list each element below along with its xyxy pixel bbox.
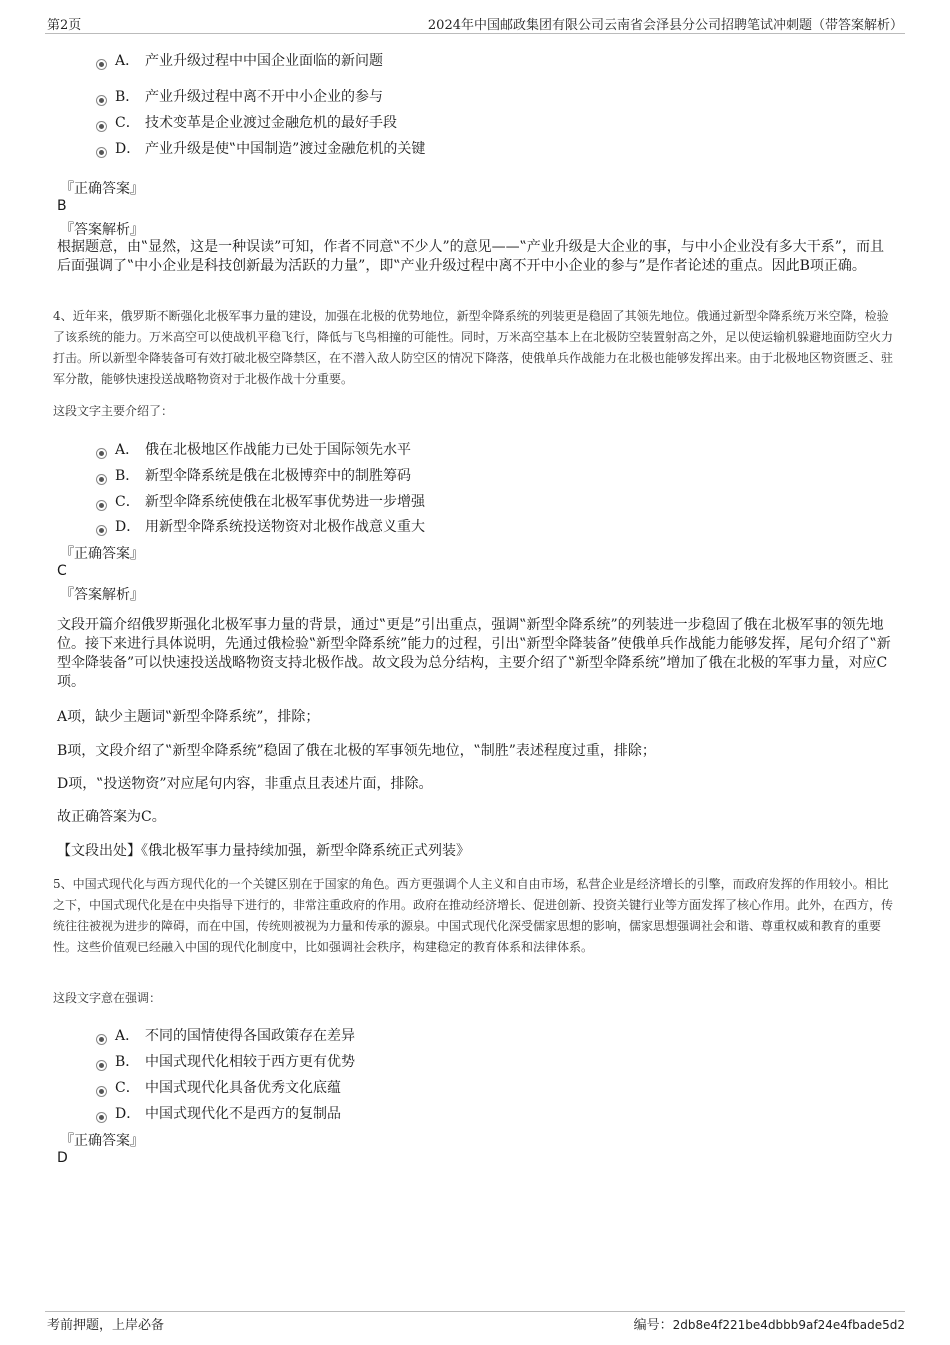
radio-icon[interactable] <box>96 147 107 158</box>
q4-question: 这段文字主要介绍了： <box>53 404 174 418</box>
q5-answer: D <box>57 1150 68 1166</box>
q5-option-b[interactable]: B． 中国式现代化相较于西方更有优势 <box>96 1051 355 1071</box>
q3-option-d[interactable]: D． 产业升级是使‟中国制造”渡过金融危机的关键 <box>96 138 425 158</box>
q3-option-a[interactable]: A． 产业升级过程中中国企业面临的新问题 <box>96 50 383 70</box>
document-title: 2024年中国邮政集团有限公司云南省会泽县分公司招聘笔试冲刺题（带答案解析） <box>427 18 903 33</box>
radio-icon[interactable] <box>96 121 107 132</box>
footer-divider <box>45 1311 905 1312</box>
radio-icon[interactable] <box>96 448 107 459</box>
radio-icon[interactable] <box>96 1086 107 1097</box>
q5-option-a[interactable]: A． 不同的国情使得各国政策存在差异 <box>96 1025 355 1045</box>
radio-icon[interactable] <box>96 1034 107 1045</box>
q3-answer: B <box>57 198 67 214</box>
q3-analysis-label: 『答案解析』 <box>60 222 144 238</box>
q4-point-a: A项，缺少主题词‟新型伞降系统”，排除； <box>57 709 320 725</box>
radio-icon[interactable] <box>96 1060 107 1071</box>
header-divider <box>45 33 905 34</box>
footer-code-value: 2db8e4f221be4dbbb9af24e4fbade5d2 <box>672 1318 905 1332</box>
q5-passage: 5、中国式现代化与西方现代化的一个关键区别在于国家的角色。西方更强调个人主义和自由市场，私营企业是经济增长的引擎，而政府发挥的作用较小。相比之下，中国式现代化是在中央指导下进行的，非常注重政府的作用。政府在推动经济增长、促进创新、投资关键行业等方面发挥了核心作用。此外，在西方，传统往往被视为进步的障碍，而在中国，传统则被视为力量和传承的源泉。中国式现代化深受儒家思想的影响，儒家思想强调社会和谐、尊重权威和教育的重要性。这些价值观已经融入中国的现代化制度中，比如强调社会秩序，构建稳定的教育体系和法律体系。 <box>53 877 894 954</box>
q4-option-c[interactable]: C． 新型伞降系统使俄在北极军事优势进一步增强 <box>96 491 425 511</box>
q5-answer-label: 『正确答案』 <box>60 1133 144 1149</box>
q3-option-b[interactable]: B． 产业升级过程中离不开中小企业的参与 <box>96 86 383 106</box>
q4-source: 【文段出处】《俄北极军事力量持续加强，新型伞降系统正式列装》 <box>57 843 470 859</box>
footer-code <box>634 1314 905 1333</box>
q4-point-d: D项，‟投送物资”对应尾句内容，非重点且表述片面，排除。 <box>57 776 433 792</box>
radio-icon[interactable] <box>96 1112 107 1123</box>
q4-option-d[interactable]: D． 用新型伞降系统投送物资对北极作战意义重大 <box>96 516 425 536</box>
q4-answer: C <box>57 563 67 579</box>
footer-slogan: 考前押题，上岸必备 <box>47 1318 165 1333</box>
q4-conclusion: 故正确答案为C。 <box>57 809 166 825</box>
q4-analysis: 文段开篇介绍俄罗斯强化北极军事力量的背景，通过‟更是”引出重点，强调‟新型伞降系统”的列装进一步稳固了俄在北极军事的领先地位。接下来进行具体说明，先通过俄检验‟新型伞降系统”能力的过程，引出‟新型伞降装备”使俄单兵作战能力能够发挥，尾句介绍了‟新型伞降装备”可以快速投送战略物资支持北极作战。故文段为总分结构，主要介绍了‟新型伞降系统”增加了俄在北极的军事力量，对应C项。 <box>57 617 891 690</box>
q3-analysis: 根据题意，由‟显然，这是一种误读”可知，作者不同意‟不少人”的意见——‟产业升级是大企业的事，与中小企业没有多大干系”，而且后面强调了‟中小企业是科技创新最为活跃的力量”，即‟产业升级过程中离不开中小企业的参与”是作者论述的重点。因此B项正确。 <box>57 239 884 274</box>
page-number: 第2页 <box>47 18 82 33</box>
q4-point-b: B项，文段介绍了‟新型伞降系统”稳固了俄在北极的军事领先地位，‟制胜”表述程度过重，排除； <box>57 743 656 759</box>
q4-answer-label: 『正确答案』 <box>60 546 144 562</box>
q5-question: 这段文字意在强调： <box>53 991 162 1005</box>
radio-icon[interactable] <box>96 474 107 485</box>
radio-icon[interactable] <box>96 95 107 106</box>
q5-option-d[interactable]: D． 中国式现代化不是西方的复制品 <box>96 1103 341 1123</box>
q3-answer-label: 『正确答案』 <box>60 181 144 197</box>
q4-option-b[interactable]: B． 新型伞降系统是俄在北极博弈中的制胜筹码 <box>96 465 411 485</box>
q3-option-c[interactable]: C． 技术变革是企业渡过金融危机的最好手段 <box>96 112 397 132</box>
q5-option-c[interactable]: C． 中国式现代化具备优秀文化底蕴 <box>96 1077 341 1097</box>
radio-icon[interactable] <box>96 59 107 70</box>
q4-option-a[interactable]: A． 俄在北极地区作战能力已处于国际领先水平 <box>96 439 411 459</box>
q4-passage: 4、近年来，俄罗斯不断强化北极军事力量的建设，加强在北极的优势地位，新型伞降系统的列装更是稳固了其领先地位。俄通过新型伞降系统万米空降，检验了该系统的能力。万米高空可以使战机平稳飞行，降低与飞鸟相撞的可能性。同时，万米高空基本上在北极防空装置射高之外，足以使运输机躲避地面防空火力打击。所以新型伞降装备可有效打破北极空降禁区，在不潜入敌人防空区的情况下降落，使俄单兵作战能力在北极也能够发挥出来。由于北极地区物资匮乏、驻军分散，能够快速投送战略物资对于北极作战十分重要。 <box>53 309 894 386</box>
radio-icon[interactable] <box>96 500 107 511</box>
footer-code-label: 编号： <box>633 1318 673 1333</box>
radio-icon[interactable] <box>96 525 107 536</box>
q4-analysis-label: 『答案解析』 <box>60 587 144 603</box>
